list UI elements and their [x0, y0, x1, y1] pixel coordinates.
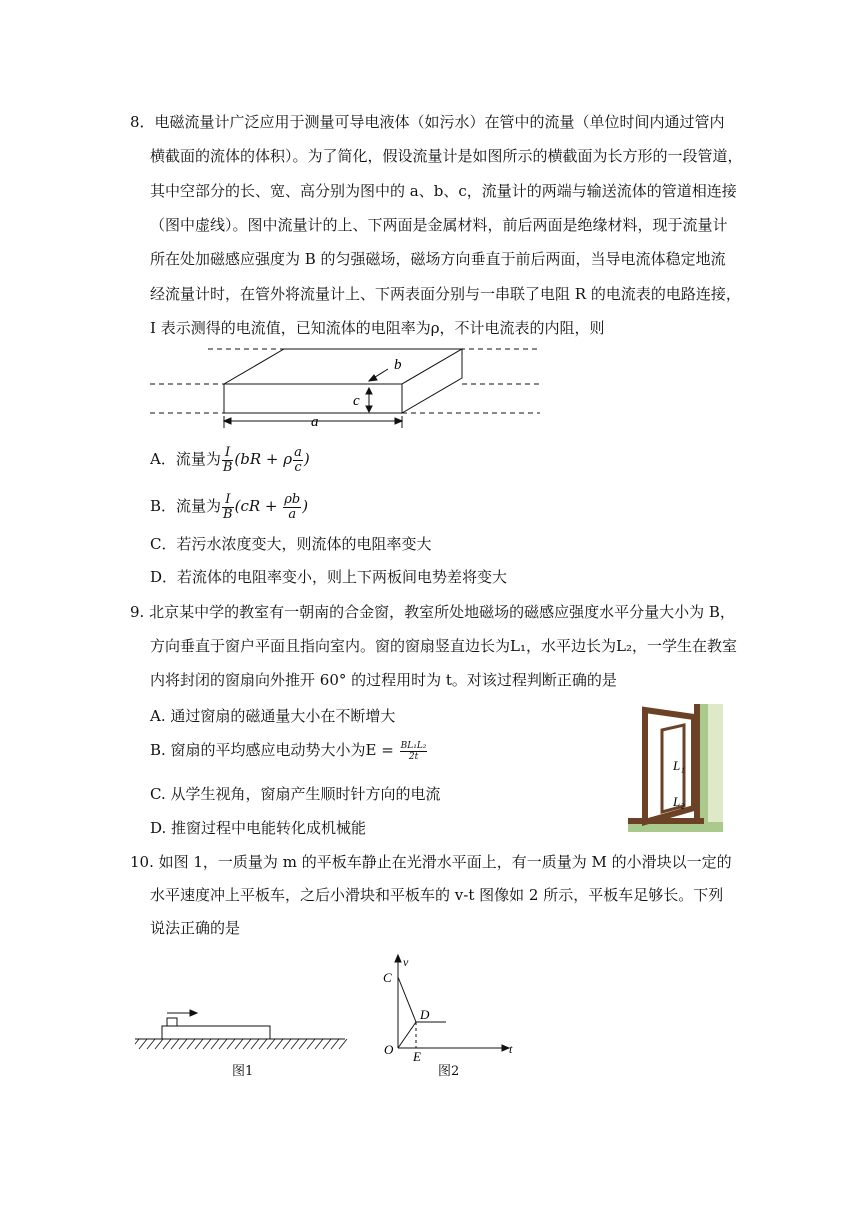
window-figure — [628, 704, 723, 832]
q8-option-b-fraction: $\frac{I}{B}$ — [223, 491, 233, 522]
figure-1-caption: 图1 — [232, 1064, 254, 1079]
q8-option-b-inner-fraction: $\frac{\rho b}{a}$ — [284, 491, 301, 522]
label-a: a — [311, 414, 319, 430]
q9-option-c: C. 从学生视角，窗扇产生顺时针方向的电流 — [150, 785, 441, 803]
flowmeter-figure — [150, 342, 540, 432]
q8-option-b: B．流量为 $\frac{I}{B}$ (cR + $\frac{\rho b}{a}$ ) — [150, 491, 309, 522]
q8-option-a-expr: (bR + ρ — [234, 450, 293, 468]
ground-hatch — [135, 1039, 347, 1049]
q8-option-a-prefix: A．流量为 — [150, 450, 221, 468]
label-c: c — [353, 393, 360, 409]
q8-option-c: C．若污水浓度变大，则流体的电阻率变大 — [150, 535, 432, 553]
q8-option-a-fraction: $\frac{I}{B}$ — [222, 444, 233, 475]
q9-option-b — [150, 732, 428, 768]
q9-line-1: 9. 北京某中学的教室有一朝南的合金窗，教室所处地磁场的磁感应强度水平分量大小为 B， — [130, 603, 735, 621]
label-L1: L₁ — [673, 758, 685, 773]
figure-1-cart — [135, 1008, 350, 1052]
label-v: v — [403, 955, 409, 969]
label-C: C — [383, 970, 392, 985]
label-D: D — [420, 1007, 430, 1022]
q8-option-b-prefix: B．流量为 — [150, 497, 222, 515]
figure-2-vt-graph — [376, 952, 521, 1064]
q9-option-b-fraction: $\frac{\text{BL₁L₂}}{2t}$ — [400, 740, 427, 762]
q9-line-2: 方向垂直于窗户平面且指向室内。窗的窗扇竖直边长为L₁，水平边长为L₂，一学生在教室 — [150, 637, 737, 655]
q8-line-6: 经流量计时，在管外将流量计上、下两表面分别与一串联了电阻 R 的电流表的电路连接， — [150, 285, 741, 303]
q8-option-d: D．若流体的电阻率变小，则上下两板间电势差将变大 — [150, 568, 508, 586]
q8-option-a: A．流量为 $\frac{I}{B}$ (bR + ρ $\frac{a}{c}$ ) — [150, 444, 310, 475]
q10-line-1: 10. 如图 1，一质量为 m 的平板车静止在光滑水平面上，有一质量为 M 的小滑块以一定的 — [130, 853, 732, 871]
q9-option-a: A. 通过窗扇的磁通量大小在不断增大 — [150, 707, 396, 725]
q8-line-3: 其中空部分的长、宽、高分别为图中的 a、b、c，流量计的两端与输送流体的管道相连接 — [150, 182, 737, 200]
q10-line-3: 说法正确的是 — [150, 919, 241, 937]
q8-option-b-expr: (cR + — [234, 497, 283, 515]
label-b: b — [394, 357, 402, 373]
label-E: E — [413, 1049, 421, 1064]
q8-option-a-inner-fraction: $\frac{a}{c}$ — [294, 444, 302, 475]
q8-line-4: （图中虚线）。图中流量计的上、下两面是金属材料，前后两面是绝缘材料，现于流量计 — [150, 216, 728, 234]
q8-line-1: 8．电磁流量计广泛应用于测量可导电液体（如污水）在管中的流量（单位时间内通过管内 — [130, 113, 725, 131]
q9-option-b-prefix: B. 窗扇的平均感应电动势大小为E = — [150, 741, 399, 759]
q9-line-3: 内将封闭的窗扇向外推开 60° 的过程用时为 t。对该过程判断正确的是 — [150, 671, 617, 689]
q9-option-d: D. 推窗过程中电能转化成机械能 — [150, 819, 367, 837]
q8-line-5: 所在处加磁感应强度为 B 的匀强磁场，磁场方向垂直于前后两面，当导电流体稳定地流 — [150, 250, 726, 268]
label-L2: L₂ — [673, 794, 685, 809]
q8-line-7: I 表示测得的电流值，已知流体的电阻率为ρ，不计电流表的内阻，则 — [150, 319, 605, 337]
label-O: O — [384, 1042, 394, 1057]
label-t: t — [509, 1042, 513, 1056]
figure-2-caption: 图2 — [438, 1064, 460, 1079]
q8-line-2: 横截面的流体的体积）。为了简化，假设流量计是如图所示的横截面为长方形的一段管道， — [150, 147, 743, 165]
q10-line-2: 水平速度冲上平板车，之后小滑块和平板车的 v-t 图像如 2 所示，平板车足够长。下列 — [150, 886, 724, 904]
